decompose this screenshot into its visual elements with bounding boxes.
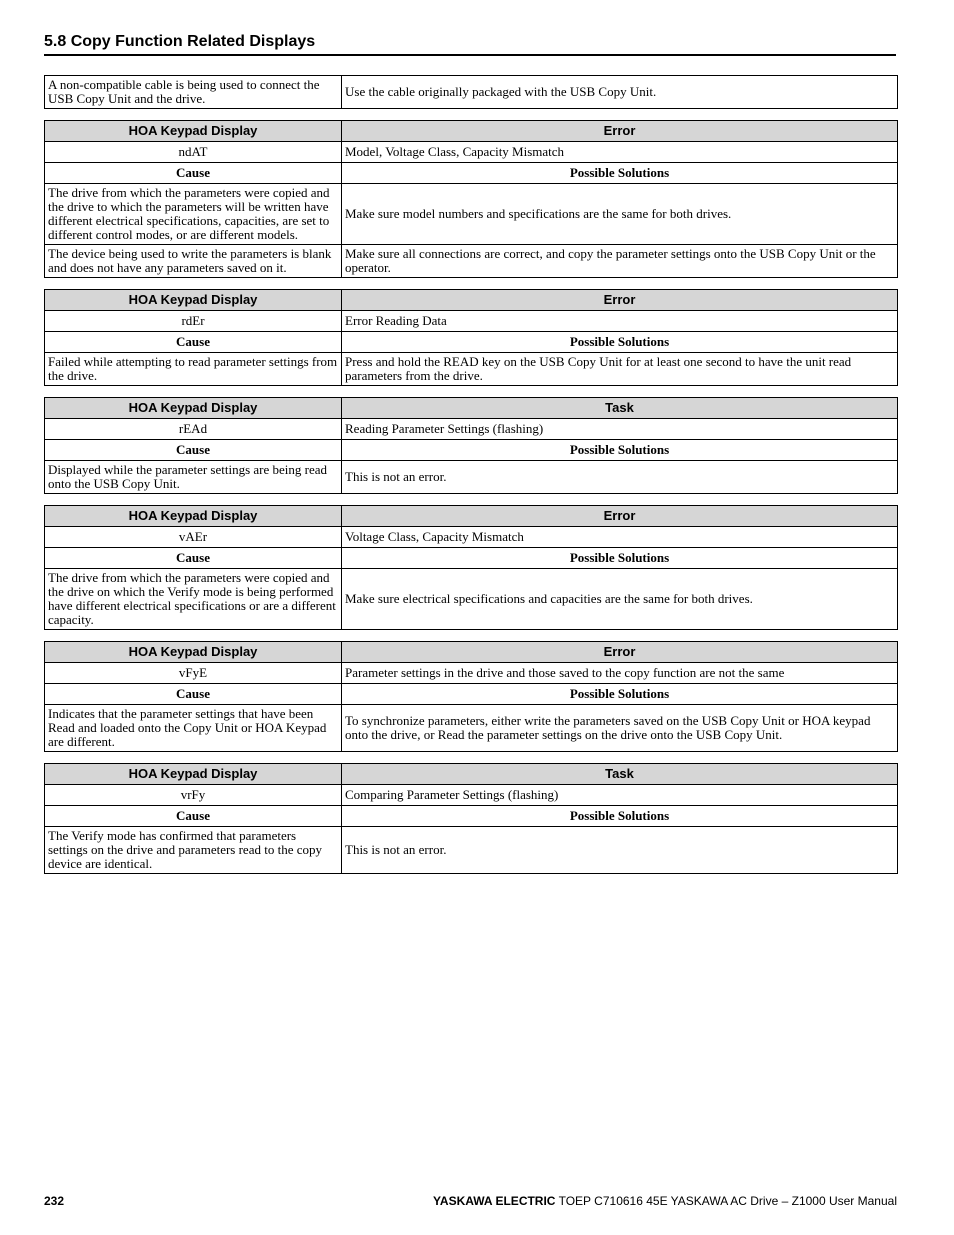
display-table-vFyE: [44, 641, 898, 752]
table-header-row: [45, 506, 898, 527]
subheader-row: [45, 332, 898, 353]
section-title: 5.8 Copy Function Related Displays: [44, 33, 896, 56]
page-number: 232: [44, 1194, 65, 1208]
header-display: HOA Keypad Display: [45, 290, 342, 311]
cause-cell: Failed while attempting to read parameter settings from the drive.: [45, 353, 342, 386]
code-row: [45, 663, 898, 684]
cause-cell: A non-compatible cable is being used to connect the USB Copy Unit and the drive.: [45, 76, 342, 109]
table-header-row: [45, 121, 898, 142]
display-code: vrFy: [45, 785, 342, 806]
solution-cell: Press and hold the READ key on the USB Copy Unit for at least one second to have the unit read parameters from the drive.: [342, 353, 898, 386]
display-description: Reading Parameter Settings (flashing): [342, 419, 898, 440]
header-type: Task: [342, 398, 898, 419]
cause-cell: The drive from which the parameters were copied and the drive to which the parameters will be written have different electrical specifications, capacities, are set to different control modes, or are different models.: [45, 184, 342, 245]
manual-name: TOEP C710616 45E YASKAWA AC Drive – Z1000 User Manual: [555, 1194, 897, 1208]
error-tables: [44, 120, 897, 874]
subheader-row: [45, 440, 898, 461]
code-row: [45, 419, 898, 440]
display-code: ndAT: [45, 142, 342, 163]
cause-header: Cause: [45, 806, 342, 827]
display-description: Error Reading Data: [342, 311, 898, 332]
display-description: Comparing Parameter Settings (flashing): [342, 785, 898, 806]
table-row: [45, 705, 898, 752]
cause-header: Cause: [45, 163, 342, 184]
code-row: [45, 785, 898, 806]
display-description: Model, Voltage Class, Capacity Mismatch: [342, 142, 898, 163]
cause-cell: The device being used to write the parameters is blank and does not have any parameters saved on it.: [45, 245, 342, 278]
solutions-header: Possible Solutions: [342, 684, 898, 705]
subheader-row: [45, 684, 898, 705]
solutions-header: Possible Solutions: [342, 548, 898, 569]
table-header-row: [45, 764, 898, 785]
solution-cell: Make sure all connections are correct, and copy the parameter settings onto the USB Copy Unit or the operator.: [342, 245, 898, 278]
solutions-header: Possible Solutions: [342, 332, 898, 353]
display-description: Voltage Class, Capacity Mismatch: [342, 527, 898, 548]
solutions-header: Possible Solutions: [342, 806, 898, 827]
display-description: Parameter settings in the drive and those saved to the copy function are not the same: [342, 663, 898, 684]
header-display: HOA Keypad Display: [45, 506, 342, 527]
header-display: HOA Keypad Display: [45, 764, 342, 785]
display-table-rdEr: [44, 289, 898, 386]
header-type: Task: [342, 764, 898, 785]
header-type: Error: [342, 506, 898, 527]
cause-cell: Displayed while the parameter settings are being read onto the USB Copy Unit.: [45, 461, 342, 494]
solution-cell: Make sure model numbers and specifications are the same for both drives.: [342, 184, 898, 245]
manual-title: [433, 1194, 897, 1208]
table-row: [45, 76, 898, 109]
table-row: [45, 245, 898, 278]
display-code: vAEr: [45, 527, 342, 548]
table-header-row: [45, 398, 898, 419]
solutions-header: Possible Solutions: [342, 163, 898, 184]
header-display: HOA Keypad Display: [45, 642, 342, 663]
tables-container: [44, 75, 897, 885]
code-row: [45, 142, 898, 163]
table-row: [45, 184, 898, 245]
display-table-rEAd: [44, 397, 898, 494]
table-header-row: [45, 290, 898, 311]
header-type: Error: [342, 642, 898, 663]
cause-header: Cause: [45, 684, 342, 705]
table-row: [45, 827, 898, 874]
brand-name: YASKAWA ELECTRIC: [433, 1194, 556, 1208]
display-table-vrFy: [44, 763, 898, 874]
header-display: HOA Keypad Display: [45, 121, 342, 142]
table-row: [45, 569, 898, 630]
solutions-header: Possible Solutions: [342, 440, 898, 461]
header-display: HOA Keypad Display: [45, 398, 342, 419]
cause-cell: The Verify mode has confirmed that parameters settings on the drive and parameters read to the copy device are identical.: [45, 827, 342, 874]
subheader-row: [45, 163, 898, 184]
display-table-ndAT: [44, 120, 898, 278]
subheader-row: [45, 806, 898, 827]
solution-cell: This is not an error.: [342, 827, 898, 874]
code-row: [45, 311, 898, 332]
display-code: rdEr: [45, 311, 342, 332]
header-type: Error: [342, 290, 898, 311]
display-code: rEAd: [45, 419, 342, 440]
cause-header: Cause: [45, 440, 342, 461]
solution-cell: To synchronize parameters, either write the parameters saved on the USB Copy Unit or HOA keypad onto the drive, or Read the parameter settings on the drive onto the USB Copy Unit.: [342, 705, 898, 752]
solution-cell: This is not an error.: [342, 461, 898, 494]
cause-header: Cause: [45, 548, 342, 569]
code-row: [45, 527, 898, 548]
cause-cell: The drive from which the parameters were copied and the drive on which the Verify mode is being performed have different electrical specifications or are a different capacity.: [45, 569, 342, 630]
cause-cell: Indicates that the parameter settings that have been Read and loaded onto the Copy Unit or HOA Keypad are different.: [45, 705, 342, 752]
header-type: Error: [342, 121, 898, 142]
solution-cell: Use the cable originally packaged with the USB Copy Unit.: [342, 76, 898, 109]
solution-cell: Make sure electrical specifications and capacities are the same for both drives.: [342, 569, 898, 630]
subheader-row: [45, 548, 898, 569]
display-table-vAEr: [44, 505, 898, 630]
display-code: vFyE: [45, 663, 342, 684]
top-table: [44, 75, 898, 109]
table-row: [45, 461, 898, 494]
cause-header: Cause: [45, 332, 342, 353]
table-header-row: [45, 642, 898, 663]
table-row: [45, 353, 898, 386]
